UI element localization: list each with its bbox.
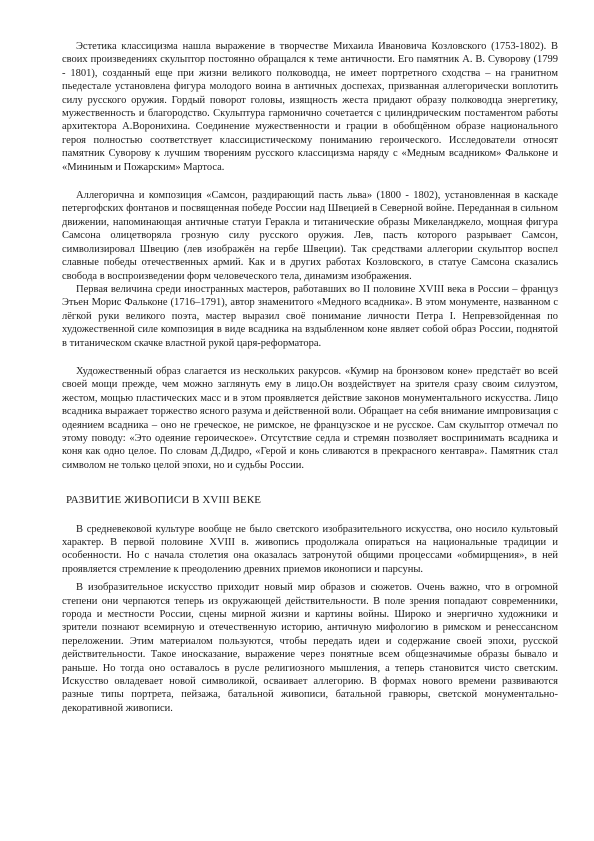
paragraph-kozlovsky-suvorov: Эстетика классицизма нашла выражение в творчестве Михаила Ивановича Козловского (1753-1802). В своих произведениях скульптор постоянно обращался к теме античности. Его памятник А. В. Суворову (1799 - 1801), созданный еще при жизни великого полководца, не имеет портретного сходства – на гранитном пьедестале установлена фигура молодого воина в античных доспехах, призванная аллегорически воплотить силу русского оружия. Гордый поворот головы, изящность жеста придают образу полководца энергетику, мужественность и благородство. Скульптура гармонично сочетается с цилиндрическим постаментом работы архитектора А.Воронихина. Соединение мужественности и грации в обобщённом образе национального героя полностью соответствует классицистическому пониманию героического. Исследователи относят памятник Суворову к лучшим творениям русского классицизма наряду с «Медным всадником» Фальконе и «Мининым и Пожарским» Мартоса. (62, 41, 558, 173)
paragraph-falconet: Первая величина среди иностранных мастеров, работавших во II половине XVIII века в России – француз Этьен Морис Фальконе (1716–1791), автор знаменитого «Медного всадника». В этом монументе, названном с лёгкой руки великого поэта, мастер выразил своё понимание личности Петра I. Непревзойденная по художественной силе композиция в виде всадника на вздыбленном коне являет собой образ России, поднятой в титаническом скачке властной рукой царя-реформатора. (62, 283, 558, 349)
paragraph-medieval-culture: В средневековой культуре вообще не было светского изобразительного искусства, оно носило культовый характер. В первой половине XVIII в. живопись продолжала опираться на национальные традиции и особенности. Но с начала столетия она оказалась затронутой общими процессами «обмирщения», в ней проявляется стремление к преодолению древних приемов иконописи и парсуны. (62, 523, 558, 575)
document-page (62, 40, 558, 715)
paragraph-samson: Аллегорична и композиция «Самсон, раздирающий пасть льва» (1800 - 1802), установленная в каскаде петергофских фонтанов и посвященная победе России над Швецией в Северной войне. Переданная в сильном движении, напоминающая античные статуи Геракла и титанические образы Микеланджело, мощная фигура Самсона олицетворяла грозную силу русского оружия. Лев, пасть которого разрывает Самсон, символизировал Швецию (лев изображён на гербе Швеции). Так средствами аллегории скульптор воспел славные победы отечественных армий. Как и в других работах Козловского, в статуе Самсона сказались свобода в воспроизведении форм человеческого тела, динамизм изображения. (62, 190, 558, 282)
section-heading: РАЗВИТИЕ ЖИВОПИСИ В XVIII ВЕКЕ (66, 494, 262, 507)
paragraph-bronze-horseman: Художественный образ слагается из нескольких ракурсов. «Кумир на бронзовом коне» предстаёт во всей своей мощи прежде, чем можно заглянуть ему в лицо.Он воздействует на зрителя сразу своим силуэтом, жестом, мощью пластических масс и в этом проявляется действие законов монументального искусства. Лицо всадника выражает торжество ясного разума и действенной воли. Обращает на себя внимание импровизация с одеянием всадника – оно не греческое, не римское, не французское и не русское. Сам скульптор отмечал по этому поводу: «Это одеяние героическое». Отсутствие седла и стремян позволяет воспринимать всадника и коня как одно целое. По словам Д.Дидро, «Герой и конь сливаются в прекрасного кентавра». Памятник стал символом не только целой эпохи, но и судьбы России. (62, 365, 558, 471)
paragraph-new-world-of-images: В изобразительное искусство приходит новый мир образов и сюжетов. Очень важно, что в огромной степени они черпаются теперь из окружающей действительности. В поле зрения попадают современники, города и местности России, сцены мирной жизни и картины войны. Широко и энергично художники и зрители познают всемирную и отечественную историю, античную мифологию в римском и ренессансном переложении. Этим материалом пользуются, чтобы передать идеи и содержание своей эпохи, русской действительности. Такое иносказание, выражение через понятные всем общезначимые образы бывало и раньше. Но тогда оно оставалось в русле религиозного мышления, а теперь становится чисто светским. Искусство овладевает новой символикой, осваивает аллегорию. В формах нового времени развиваются разные типы портрета, пейзажа, батальной живописи, батальной гравюры, светской монументально-декоративной живописи. (62, 582, 558, 714)
